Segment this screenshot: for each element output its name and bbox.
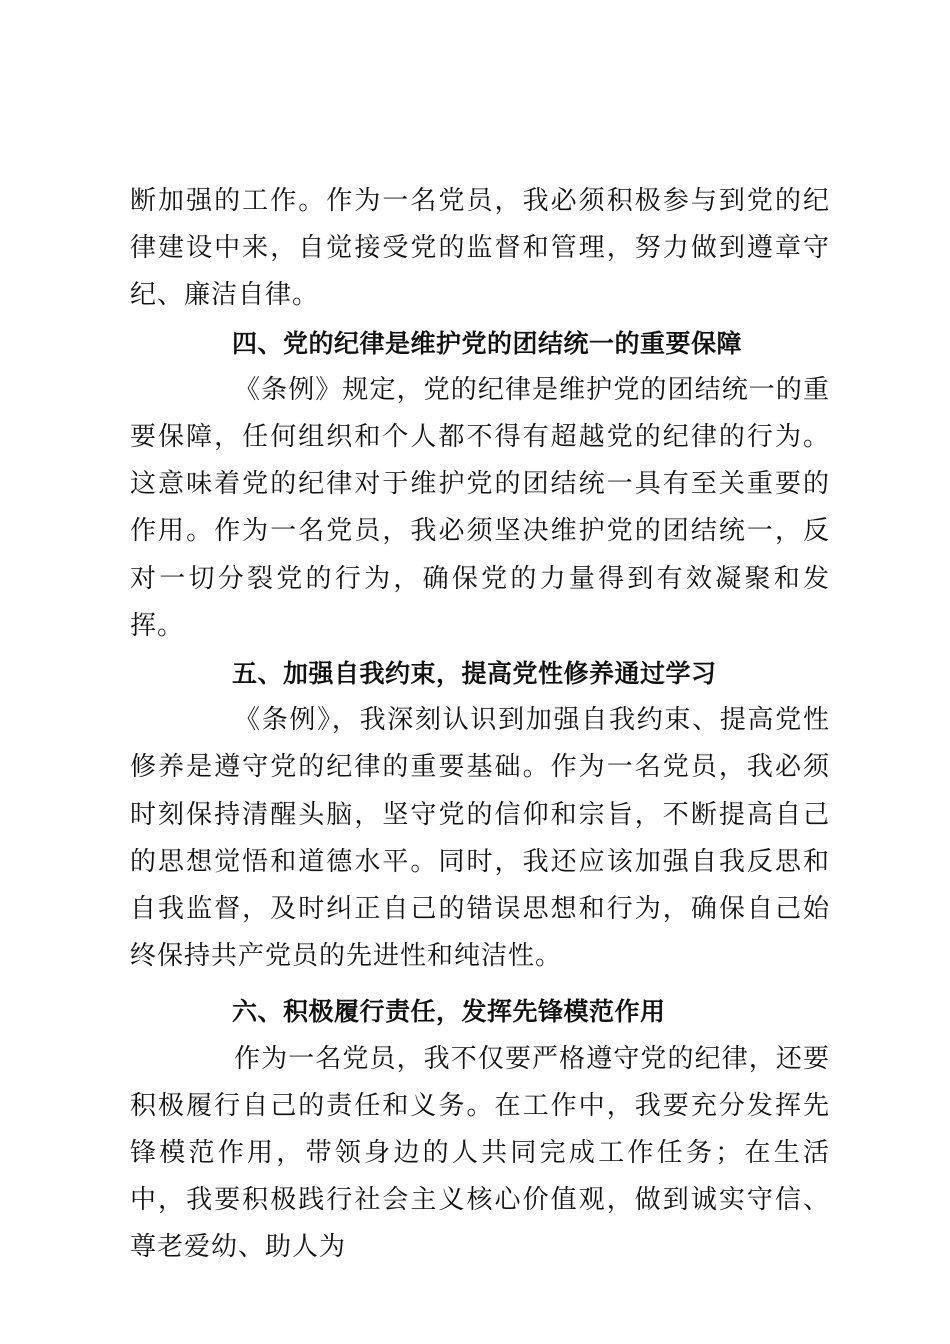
continuation-paragraph: 断加强的工作。作为一名党员，我必须积极参与到党的纪律建设中来，自觉接受党的监督和管理，努力做到遵章守纪、廉洁自律。 <box>130 186 830 311</box>
section-6-paragraph: 作为一名党员，我不仅要严格遵守党的纪律，还要积极履行自己的责任和义务。在工作中，我要充分发挥先锋模范作用，带领身边的人共同完成工作任务；在生活中，我要积极践行社会主义核心价值观，做到诚实守信、尊老爱幼、助人为 <box>130 1043 830 1263</box>
section-4-heading: 四、党的纪律是维护党的团结统一的重要保障 <box>232 328 743 358</box>
section-6-heading: 六、积极履行责任，发挥先锋模范作用 <box>232 997 666 1027</box>
section-5-heading: 五、加强自我约束，提高党性修养通过学习 <box>232 659 717 689</box>
section-5-paragraph: 《条例》，我深刻认识到加强自我约束、提高党性修养是遵守党的纪律的重要基础。作为一名党员，我必须时刻保持清醒头脑，坚守党的信仰和宗旨，不断提高自己的思想觉悟和道德水平。同时，我还应该加强自我反思和自我监督，及时纠正自己的错误思想和行为，确保自己始终保持共产党员的先进性和纯洁性。 <box>130 705 830 972</box>
section-4-paragraph: 《条例》规定，党的纪律是维护党的团结统一的重要保障，任何组织和个人都不得有超越党的纪律的行为。这意味着党的纪律对于维护党的团结统一具有至关重要的作用。作为一名党员，我必须坚决维护党的团结统一，反对一切分裂党的行为，确保党的力量得到有效凝聚和发挥。 <box>130 374 830 641</box>
section-spacer <box>130 980 830 988</box>
document-body <box>130 178 830 1272</box>
